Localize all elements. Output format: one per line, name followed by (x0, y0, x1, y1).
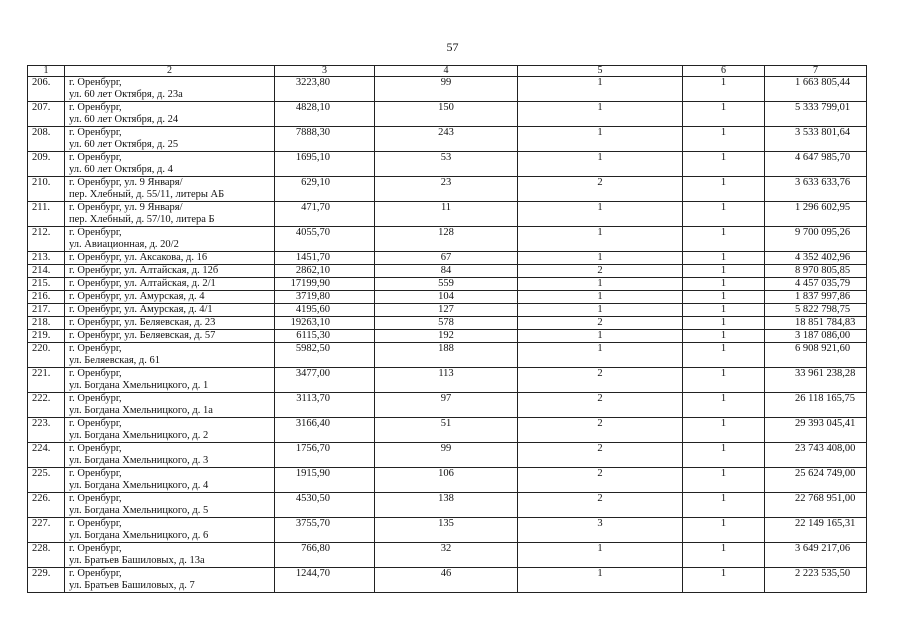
cost-cell: 8 970 805,85 (765, 265, 867, 278)
address-line-1: г. Оренбург, ул. Амурская, д. 4/1 (69, 304, 213, 315)
address-cell (65, 493, 275, 518)
col6-cell: 1 (683, 77, 765, 102)
address-cell (65, 468, 275, 493)
address-line-1: г. Оренбург, (69, 493, 122, 504)
address-line-1: г. Оренбург, (69, 152, 122, 163)
col6-cell: 1 (683, 265, 765, 278)
address-line-1: г. Оренбург, ул. Алтайская, д. 12б (69, 265, 219, 276)
address-cell (65, 227, 275, 252)
col6-cell: 1 (683, 252, 765, 265)
area-cell: 4530,50 (275, 493, 375, 518)
table-row (28, 443, 867, 468)
col4-cell: 11 (375, 202, 518, 227)
row-number: 226. (28, 493, 65, 518)
address-cell (65, 443, 275, 468)
col6-cell: 1 (683, 568, 765, 593)
address-line-1: г. Оренбург, (69, 77, 122, 88)
cost-cell: 5 333 799,01 (765, 102, 867, 127)
col5-cell: 1 (518, 543, 683, 568)
area-cell: 3477,00 (275, 368, 375, 393)
row-number: 210. (28, 177, 65, 202)
col5-cell: 2 (518, 468, 683, 493)
cost-cell: 22 149 165,31 (765, 518, 867, 543)
col5-cell: 1 (518, 127, 683, 152)
address-line-1: г. Оренбург, (69, 102, 122, 113)
col6-cell: 1 (683, 152, 765, 177)
row-number: 208. (28, 127, 65, 152)
address-line-2: ул. Беляевская, д. 61 (69, 355, 161, 366)
address-line-1: г. Оренбург, (69, 127, 122, 138)
address-cell (65, 152, 275, 177)
address-cell (65, 418, 275, 443)
address-line-2: ул. Богдана Хмельницкого, д. 5 (69, 505, 209, 516)
col5-cell: 2 (518, 493, 683, 518)
row-number: 206. (28, 77, 65, 102)
col4-cell: 67 (375, 252, 518, 265)
cost-cell: 2 223 535,50 (765, 568, 867, 593)
address-line-1: г. Оренбург, (69, 227, 122, 238)
row-number: 222. (28, 393, 65, 418)
cost-cell: 22 768 951,00 (765, 493, 867, 518)
col5-cell: 2 (518, 393, 683, 418)
table-row (28, 278, 867, 291)
address-line-1: г. Оренбург, (69, 568, 122, 579)
address-cell (65, 127, 275, 152)
cost-cell: 3 633 633,76 (765, 177, 867, 202)
area-cell: 1695,10 (275, 152, 375, 177)
cost-cell: 3 187 086,00 (765, 330, 867, 343)
table-row (28, 418, 867, 443)
col4-cell: 113 (375, 368, 518, 393)
row-number: 213. (28, 252, 65, 265)
cost-cell: 5 822 798,75 (765, 304, 867, 317)
col5-cell: 1 (518, 77, 683, 102)
col4-cell: 32 (375, 543, 518, 568)
cost-cell: 9 700 095,26 (765, 227, 867, 252)
address-cell (65, 393, 275, 418)
col6-cell: 1 (683, 543, 765, 568)
area-cell: 1756,70 (275, 443, 375, 468)
table-row (28, 493, 867, 518)
cost-cell: 1 663 805,44 (765, 77, 867, 102)
address-line-2: ул. Авиационная, д. 20/2 (69, 239, 179, 250)
col4-cell: 128 (375, 227, 518, 252)
table-row (28, 518, 867, 543)
table-row (28, 368, 867, 393)
row-number: 224. (28, 443, 65, 468)
address-cell (65, 202, 275, 227)
cost-cell: 6 908 921,60 (765, 343, 867, 368)
col6-cell: 1 (683, 368, 765, 393)
address-line-1: г. Оренбург, (69, 468, 122, 479)
table-row (28, 291, 867, 304)
area-cell: 4055,70 (275, 227, 375, 252)
row-number: 220. (28, 343, 65, 368)
table-row (28, 152, 867, 177)
col4-cell: 46 (375, 568, 518, 593)
col6-cell: 1 (683, 102, 765, 127)
row-number: 211. (28, 202, 65, 227)
header-col-1: 1 (28, 66, 65, 77)
area-cell: 1451,70 (275, 252, 375, 265)
table-row (28, 343, 867, 368)
row-number: 223. (28, 418, 65, 443)
cost-cell: 3 649 217,06 (765, 543, 867, 568)
col4-cell: 99 (375, 77, 518, 102)
area-cell: 4195,60 (275, 304, 375, 317)
header-col-4: 4 (375, 66, 518, 77)
address-line-1: г. Оренбург, ул. Аксакова, д. 16 (69, 252, 208, 263)
header-row (28, 66, 867, 77)
address-line-1: г. Оренбург, (69, 443, 122, 454)
col6-cell: 1 (683, 202, 765, 227)
row-number: 214. (28, 265, 65, 278)
table-row (28, 543, 867, 568)
col6-cell: 1 (683, 443, 765, 468)
area-cell: 3223,80 (275, 77, 375, 102)
col5-cell: 2 (518, 317, 683, 330)
address-line-1: г. Оренбург, ул. Амурская, д. 4 (69, 291, 205, 302)
table-row (28, 393, 867, 418)
col6-cell: 1 (683, 317, 765, 330)
address-cell (65, 330, 275, 343)
col4-cell: 135 (375, 518, 518, 543)
table-row (28, 304, 867, 317)
cost-cell: 3 533 801,64 (765, 127, 867, 152)
col4-cell: 138 (375, 493, 518, 518)
address-cell (65, 304, 275, 317)
col6-cell: 1 (683, 343, 765, 368)
table-row (28, 77, 867, 102)
address-line-2: ул. Богдана Хмельницкого, д. 1 (69, 380, 209, 391)
table-row (28, 265, 867, 278)
table-body (28, 77, 867, 593)
area-cell: 4828,10 (275, 102, 375, 127)
area-cell: 6115,30 (275, 330, 375, 343)
row-number: 216. (28, 291, 65, 304)
col5-cell: 1 (518, 227, 683, 252)
address-line-2: ул. 60 лет Октября, д. 4 (69, 164, 173, 175)
area-cell: 766,80 (275, 543, 375, 568)
area-cell: 3755,70 (275, 518, 375, 543)
address-line-1: г. Оренбург, ул. Беляевская, д. 57 (69, 330, 216, 341)
row-number: 228. (28, 543, 65, 568)
col4-cell: 53 (375, 152, 518, 177)
cost-cell: 4 647 985,70 (765, 152, 867, 177)
col5-cell: 2 (518, 177, 683, 202)
address-line-1: г. Оренбург, (69, 418, 122, 429)
area-cell: 19263,10 (275, 317, 375, 330)
address-line-1: г. Оренбург, ул. Беляевская, д. 23 (69, 317, 216, 328)
col6-cell: 1 (683, 330, 765, 343)
col4-cell: 150 (375, 102, 518, 127)
col5-cell: 1 (518, 152, 683, 177)
address-line-2: ул. 60 лет Октября, д. 23а (69, 89, 183, 100)
address-cell (65, 518, 275, 543)
col4-cell: 23 (375, 177, 518, 202)
header-col-6: 6 (683, 66, 765, 77)
area-cell: 17199,90 (275, 278, 375, 291)
col4-cell: 243 (375, 127, 518, 152)
row-number: 207. (28, 102, 65, 127)
address-line-1: г. Оренбург, (69, 368, 122, 379)
col6-cell: 1 (683, 227, 765, 252)
col4-cell: 559 (375, 278, 518, 291)
address-cell (65, 77, 275, 102)
address-line-2: ул. Братьев Башиловых, д. 7 (69, 580, 195, 591)
col5-cell: 3 (518, 518, 683, 543)
table-row (28, 252, 867, 265)
header-col-2: 2 (65, 66, 275, 77)
col6-cell: 1 (683, 418, 765, 443)
col6-cell: 1 (683, 278, 765, 291)
table-row (28, 227, 867, 252)
col4-cell: 188 (375, 343, 518, 368)
table-row (28, 202, 867, 227)
col6-cell: 1 (683, 127, 765, 152)
col6-cell: 1 (683, 518, 765, 543)
area-cell: 1244,70 (275, 568, 375, 593)
col4-cell: 99 (375, 443, 518, 468)
cost-cell: 23 743 408,00 (765, 443, 867, 468)
area-cell: 3719,80 (275, 291, 375, 304)
row-number: 227. (28, 518, 65, 543)
table-row (28, 568, 867, 593)
col4-cell: 192 (375, 330, 518, 343)
col6-cell: 1 (683, 493, 765, 518)
table-row (28, 468, 867, 493)
address-line-1: г. Оренбург, (69, 543, 122, 554)
col5-cell: 1 (518, 291, 683, 304)
row-number: 225. (28, 468, 65, 493)
col5-cell: 2 (518, 418, 683, 443)
row-number: 212. (28, 227, 65, 252)
cost-cell: 18 851 784,83 (765, 317, 867, 330)
col6-cell: 1 (683, 291, 765, 304)
col6-cell: 1 (683, 177, 765, 202)
address-cell (65, 543, 275, 568)
address-line-2: ул. Богдана Хмельницкого, д. 3 (69, 455, 209, 466)
col5-cell: 1 (518, 202, 683, 227)
cost-cell: 1 296 602,95 (765, 202, 867, 227)
cost-cell: 33 961 238,28 (765, 368, 867, 393)
address-line-2: ул. 60 лет Октября, д. 24 (69, 114, 179, 125)
area-cell: 3166,40 (275, 418, 375, 443)
address-line-1: г. Оренбург, (69, 518, 122, 529)
col5-cell: 2 (518, 443, 683, 468)
address-line-1: г. Оренбург, ул. 9 Января/ (69, 177, 183, 188)
cost-cell: 1 837 997,86 (765, 291, 867, 304)
address-line-1: г. Оренбург, ул. Алтайская, д. 2/1 (69, 278, 216, 289)
col4-cell: 84 (375, 265, 518, 278)
address-line-1: г. Оренбург, (69, 393, 122, 404)
table-row (28, 102, 867, 127)
address-cell (65, 265, 275, 278)
address-cell (65, 568, 275, 593)
address-line-2: ул. Богдана Хмельницкого, д. 2 (69, 430, 209, 441)
row-number: 217. (28, 304, 65, 317)
cost-cell: 4 457 035,79 (765, 278, 867, 291)
area-cell: 3113,70 (275, 393, 375, 418)
area-cell: 2862,10 (275, 265, 375, 278)
col5-cell: 1 (518, 568, 683, 593)
address-cell (65, 177, 275, 202)
table-row (28, 177, 867, 202)
col5-cell: 1 (518, 304, 683, 317)
cost-cell: 25 624 749,00 (765, 468, 867, 493)
area-cell: 5982,50 (275, 343, 375, 368)
address-cell (65, 343, 275, 368)
col4-cell: 106 (375, 468, 518, 493)
row-number: 229. (28, 568, 65, 593)
page-number: 57 (446, 40, 459, 54)
address-cell (65, 278, 275, 291)
address-cell (65, 368, 275, 393)
row-number: 209. (28, 152, 65, 177)
col5-cell: 1 (518, 252, 683, 265)
address-line-1: г. Оренбург, ул. 9 Января/ (69, 202, 183, 213)
address-line-2: ул. Богдана Хмельницкого, д. 1а (69, 405, 213, 416)
area-cell: 629,10 (275, 177, 375, 202)
address-line-2: пер. Хлебный, д. 55/11, литеры АБ (69, 189, 225, 200)
row-number: 218. (28, 317, 65, 330)
address-line-2: ул. Братьев Башиловых, д. 13а (69, 555, 205, 566)
col5-cell: 1 (518, 102, 683, 127)
col6-cell: 1 (683, 304, 765, 317)
col6-cell: 1 (683, 393, 765, 418)
col5-cell: 1 (518, 330, 683, 343)
col6-cell: 1 (683, 468, 765, 493)
table-row (28, 127, 867, 152)
col5-cell: 2 (518, 265, 683, 278)
address-line-2: ул. Богдана Хмельницкого, д. 6 (69, 530, 209, 541)
address-line-1: г. Оренбург, (69, 343, 122, 354)
cost-cell: 4 352 402,96 (765, 252, 867, 265)
row-number: 219. (28, 330, 65, 343)
header-col-3: 3 (275, 66, 375, 77)
col4-cell: 97 (375, 393, 518, 418)
col4-cell: 578 (375, 317, 518, 330)
cost-cell: 29 393 045,41 (765, 418, 867, 443)
row-number: 215. (28, 278, 65, 291)
table-row (28, 330, 867, 343)
col4-cell: 127 (375, 304, 518, 317)
row-number: 221. (28, 368, 65, 393)
address-line-2: ул. 60 лет Октября, д. 25 (69, 139, 179, 150)
header-col-7: 7 (765, 66, 867, 77)
area-cell: 7888,30 (275, 127, 375, 152)
cost-cell: 26 118 165,75 (765, 393, 867, 418)
housing-table (27, 65, 867, 593)
table-row (28, 317, 867, 330)
header-col-5: 5 (518, 66, 683, 77)
col5-cell: 2 (518, 368, 683, 393)
address-cell (65, 252, 275, 265)
address-line-2: пер. Хлебный, д. 57/10, литера Б (69, 214, 215, 225)
address-line-2: ул. Богдана Хмельницкого, д. 4 (69, 480, 209, 491)
col5-cell: 1 (518, 278, 683, 291)
col5-cell: 1 (518, 343, 683, 368)
address-cell (65, 102, 275, 127)
col4-cell: 104 (375, 291, 518, 304)
address-cell (65, 291, 275, 304)
address-cell (65, 317, 275, 330)
area-cell: 471,70 (275, 202, 375, 227)
col4-cell: 51 (375, 418, 518, 443)
area-cell: 1915,90 (275, 468, 375, 493)
